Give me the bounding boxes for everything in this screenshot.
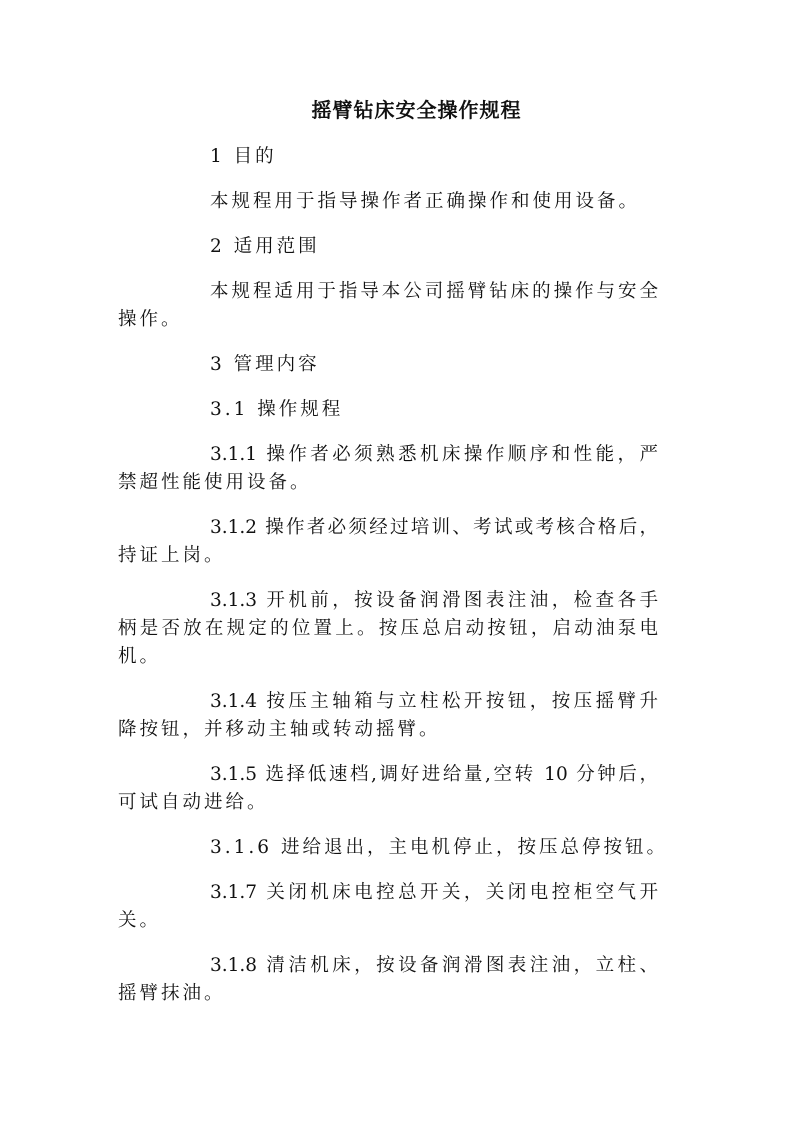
paragraph-line: 禁超性能使用设备。 — [118, 472, 312, 493]
paragraph-line: 3.1.8 清洁机床，按设备润滑图表注油，立柱、 — [210, 955, 658, 976]
paragraph-line: 机。 — [118, 646, 162, 667]
paragraph — [118, 278, 658, 334]
paragraph — [118, 761, 658, 817]
paragraph-line: 本规程适用于指导本公司摇臂钻床的操作与安全 — [210, 281, 658, 302]
paragraph-line: 3.1.5 选择低速档,调好进给量,空转 10 分钟后， — [210, 764, 658, 785]
paragraph — [118, 952, 658, 1008]
paragraph-line: 降按钮，并移动主轴或转动摇臂。 — [118, 719, 441, 740]
paragraph — [118, 688, 658, 744]
paragraph — [118, 188, 658, 216]
paragraph-line: 3.1.2 操作者必须经过培训、考试或考核合格后， — [210, 517, 658, 538]
paragraph-line: 1 目的 — [210, 146, 277, 167]
paragraph — [118, 587, 658, 671]
paragraph-line: 3.1.6 进给退出，主电机停止，按压总停按钮。 — [210, 837, 668, 858]
paragraph — [118, 441, 658, 497]
document-body — [118, 143, 668, 1025]
paragraph — [118, 233, 658, 261]
paragraph-line: 操作。 — [118, 309, 183, 330]
paragraph — [118, 351, 658, 379]
paragraph-line: 持证上岗。 — [118, 545, 226, 566]
paragraph-line: 关。 — [118, 910, 162, 931]
document-title: 摇臂钻床安全操作规程 — [311, 98, 522, 122]
paragraph-line: 可试自动进给。 — [118, 792, 269, 813]
paragraph-line: 3 管理内容 — [210, 354, 320, 375]
paragraph-line: 摇臂抹油。 — [118, 983, 226, 1004]
paragraph — [118, 834, 668, 862]
paragraph-line: 3.1.1 操作者必须熟悉机床操作顺序和性能，严 — [210, 444, 658, 465]
paragraph — [118, 396, 658, 424]
paragraph-line: 3.1.3 开机前，按设备润滑图表注油，检查各手 — [210, 590, 658, 611]
paragraph-line: 3.1.4 按压主轴箱与立柱松开按钮，按压摇臂升 — [210, 691, 658, 712]
paragraph — [118, 879, 658, 935]
paragraph-line: 本规程用于指导操作者正确操作和使用设备。 — [210, 191, 641, 212]
paragraph-line: 2 适用范围 — [210, 236, 320, 257]
paragraph — [118, 143, 658, 171]
paragraph — [118, 514, 658, 570]
paragraph-line: 3.1 操作规程 — [210, 399, 344, 420]
paragraph-line: 3.1.7 关闭机床电控总开关，关闭电控柜空气开 — [210, 882, 658, 903]
paragraph-line: 柄是否放在规定的位置上。按压总启动按钮，启动油泵电 — [118, 618, 658, 639]
